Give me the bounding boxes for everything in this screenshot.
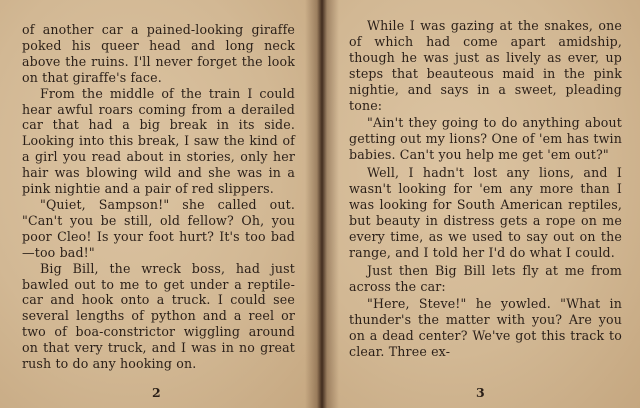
right-paragraph-4: Just then Big Bill lets fly at me from across the car: xyxy=(349,262,622,294)
right-paragraph-1: While I was gazing at the snakes, one of which had come apart amidship, though he was just as lively as ever, up steps that beauteous maid in the pink nightie, and says in a sweet, pleading tone: xyxy=(349,18,622,113)
right-paragraph-3: Well, I hadn't lost any lions, and I wasn't looking for 'em any more than I was looking for South American reptiles, but beauty in distress gets a rope on me every time, as we used to say out on the range, and I told her I'd do what I could. xyxy=(349,165,622,260)
left-paragraph-1: of another car a pained-looking giraffe poked his queer head and long neck above the ruins. I'll never forget the look on that giraffe's face. xyxy=(22,22,295,85)
right-paragraph-2: "Ain't they going to do anything about getting out my lions? One of 'em has twin babies. Can't you help me get 'em out?" xyxy=(349,115,622,163)
right-page-text xyxy=(349,18,622,360)
left-paragraph-3: "Quiet, Sampson!" she called out. "Can't you be still, old fellow? Oh, you poor Cleo! Is your foot hurt? It's too bad—too bad!" xyxy=(22,196,295,260)
book-gutter-shadow xyxy=(305,0,339,408)
left-page-text xyxy=(22,22,295,372)
right-paragraph-5: "Here, Steve!" he yowled. "What in thunder's the matter with you? Are you on a dead center? We've got this track to clear. Three ex- xyxy=(349,296,622,360)
right-page-number: 3 xyxy=(476,385,485,400)
left-paragraph-4: Big Bill, the wreck boss, had just bawled out to me to get under a reptile-car and hook onto a truck. I could see several lengths of python and a reel or two of boa-constrictor wiggling around on that very truck, and I was in no great rush to do any hooking on. xyxy=(22,260,295,372)
left-page-number: 2 xyxy=(152,385,161,400)
left-paragraph-2: From the middle of the train I could hear awful roars coming from a derailed car that had a big break in its side. Looking into this break, I saw the kind of a girl you read about in stories, only her hair was blowing wild and she was in a pink nightie and a pair of red slippers. xyxy=(22,85,295,197)
right-page xyxy=(321,0,640,408)
